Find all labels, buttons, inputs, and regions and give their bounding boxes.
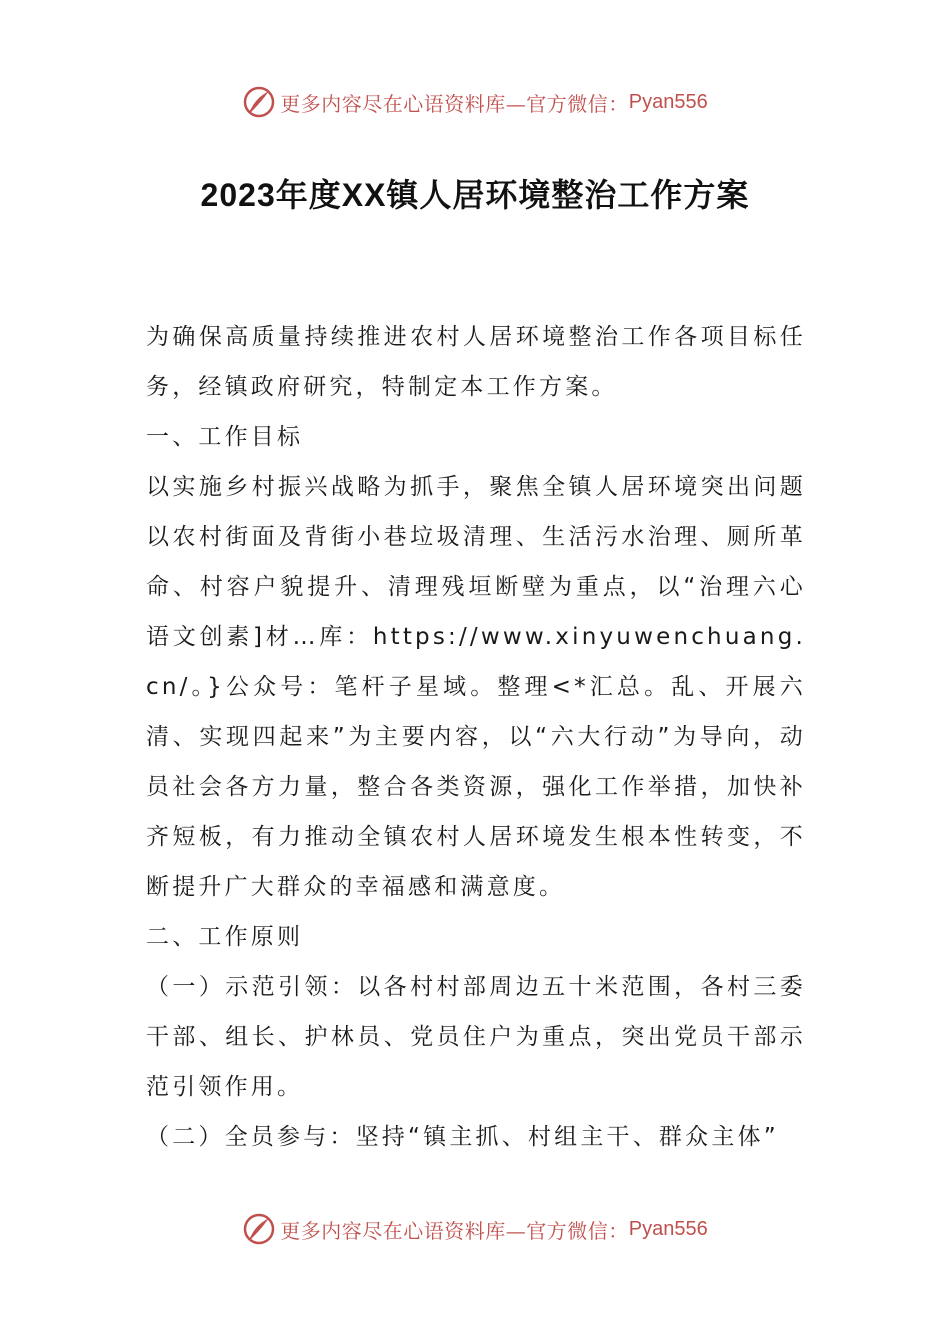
header-wechat-id: Pyan556 xyxy=(628,90,708,113)
header-banner-text: 更多内容尽在心语资料库—官方微信： xyxy=(280,91,629,116)
section-heading-goals: 一、工作目标 xyxy=(146,424,304,450)
header-banner xyxy=(0,82,950,122)
pen-logo-icon xyxy=(242,1212,276,1246)
principle-paragraph-1: （一）示范引领：以各村村部周边五十米范围，各村三委干部、组长、护林员、党员住户为重点，突出党员干部示范引领作用。 xyxy=(146,974,806,1100)
pen-logo-icon xyxy=(242,85,276,119)
footer-banner xyxy=(0,1209,950,1249)
section-heading-principles: 二、工作原则 xyxy=(146,924,304,950)
document-body xyxy=(146,312,806,1162)
document-title: 2023年度XX镇人居环境整治工作方案 xyxy=(200,177,750,213)
footer-banner-text: 更多内容尽在心语资料库—官方微信： xyxy=(280,1218,629,1243)
goals-paragraph: 以实施乡村振兴战略为抓手，聚焦全镇人居环境突出问题以农村街面及背街小巷垃圾清理、生活污水治理、厕所革命、村容户貌提升、清理残垣断壁为重点，以“治理六心语文创素]材…库：https://www.xinyuwenchuang.cn/。}公众号：笔杆子星域。整理<*汇总。乱、开展六清、实现四起来”为主要内容，以“六大行动”为导向，动员社会各方力量，整合各类资源，强化工作举措，加快补齐短板，有力推动全镇农村人居环境发生根本性转变，不断提升广大群众的幸福感和满意度。 xyxy=(146,474,806,900)
principle-paragraph-2: （二）全员参与：坚持“镇主抓、村组主干、群众主体” xyxy=(146,1124,779,1150)
intro-paragraph: 为确保高质量持续推进农村人居环境整治工作各项目标任务，经镇政府研究，特制定本工作方案。 xyxy=(146,324,806,400)
footer-wechat-id: Pyan556 xyxy=(628,1217,708,1240)
